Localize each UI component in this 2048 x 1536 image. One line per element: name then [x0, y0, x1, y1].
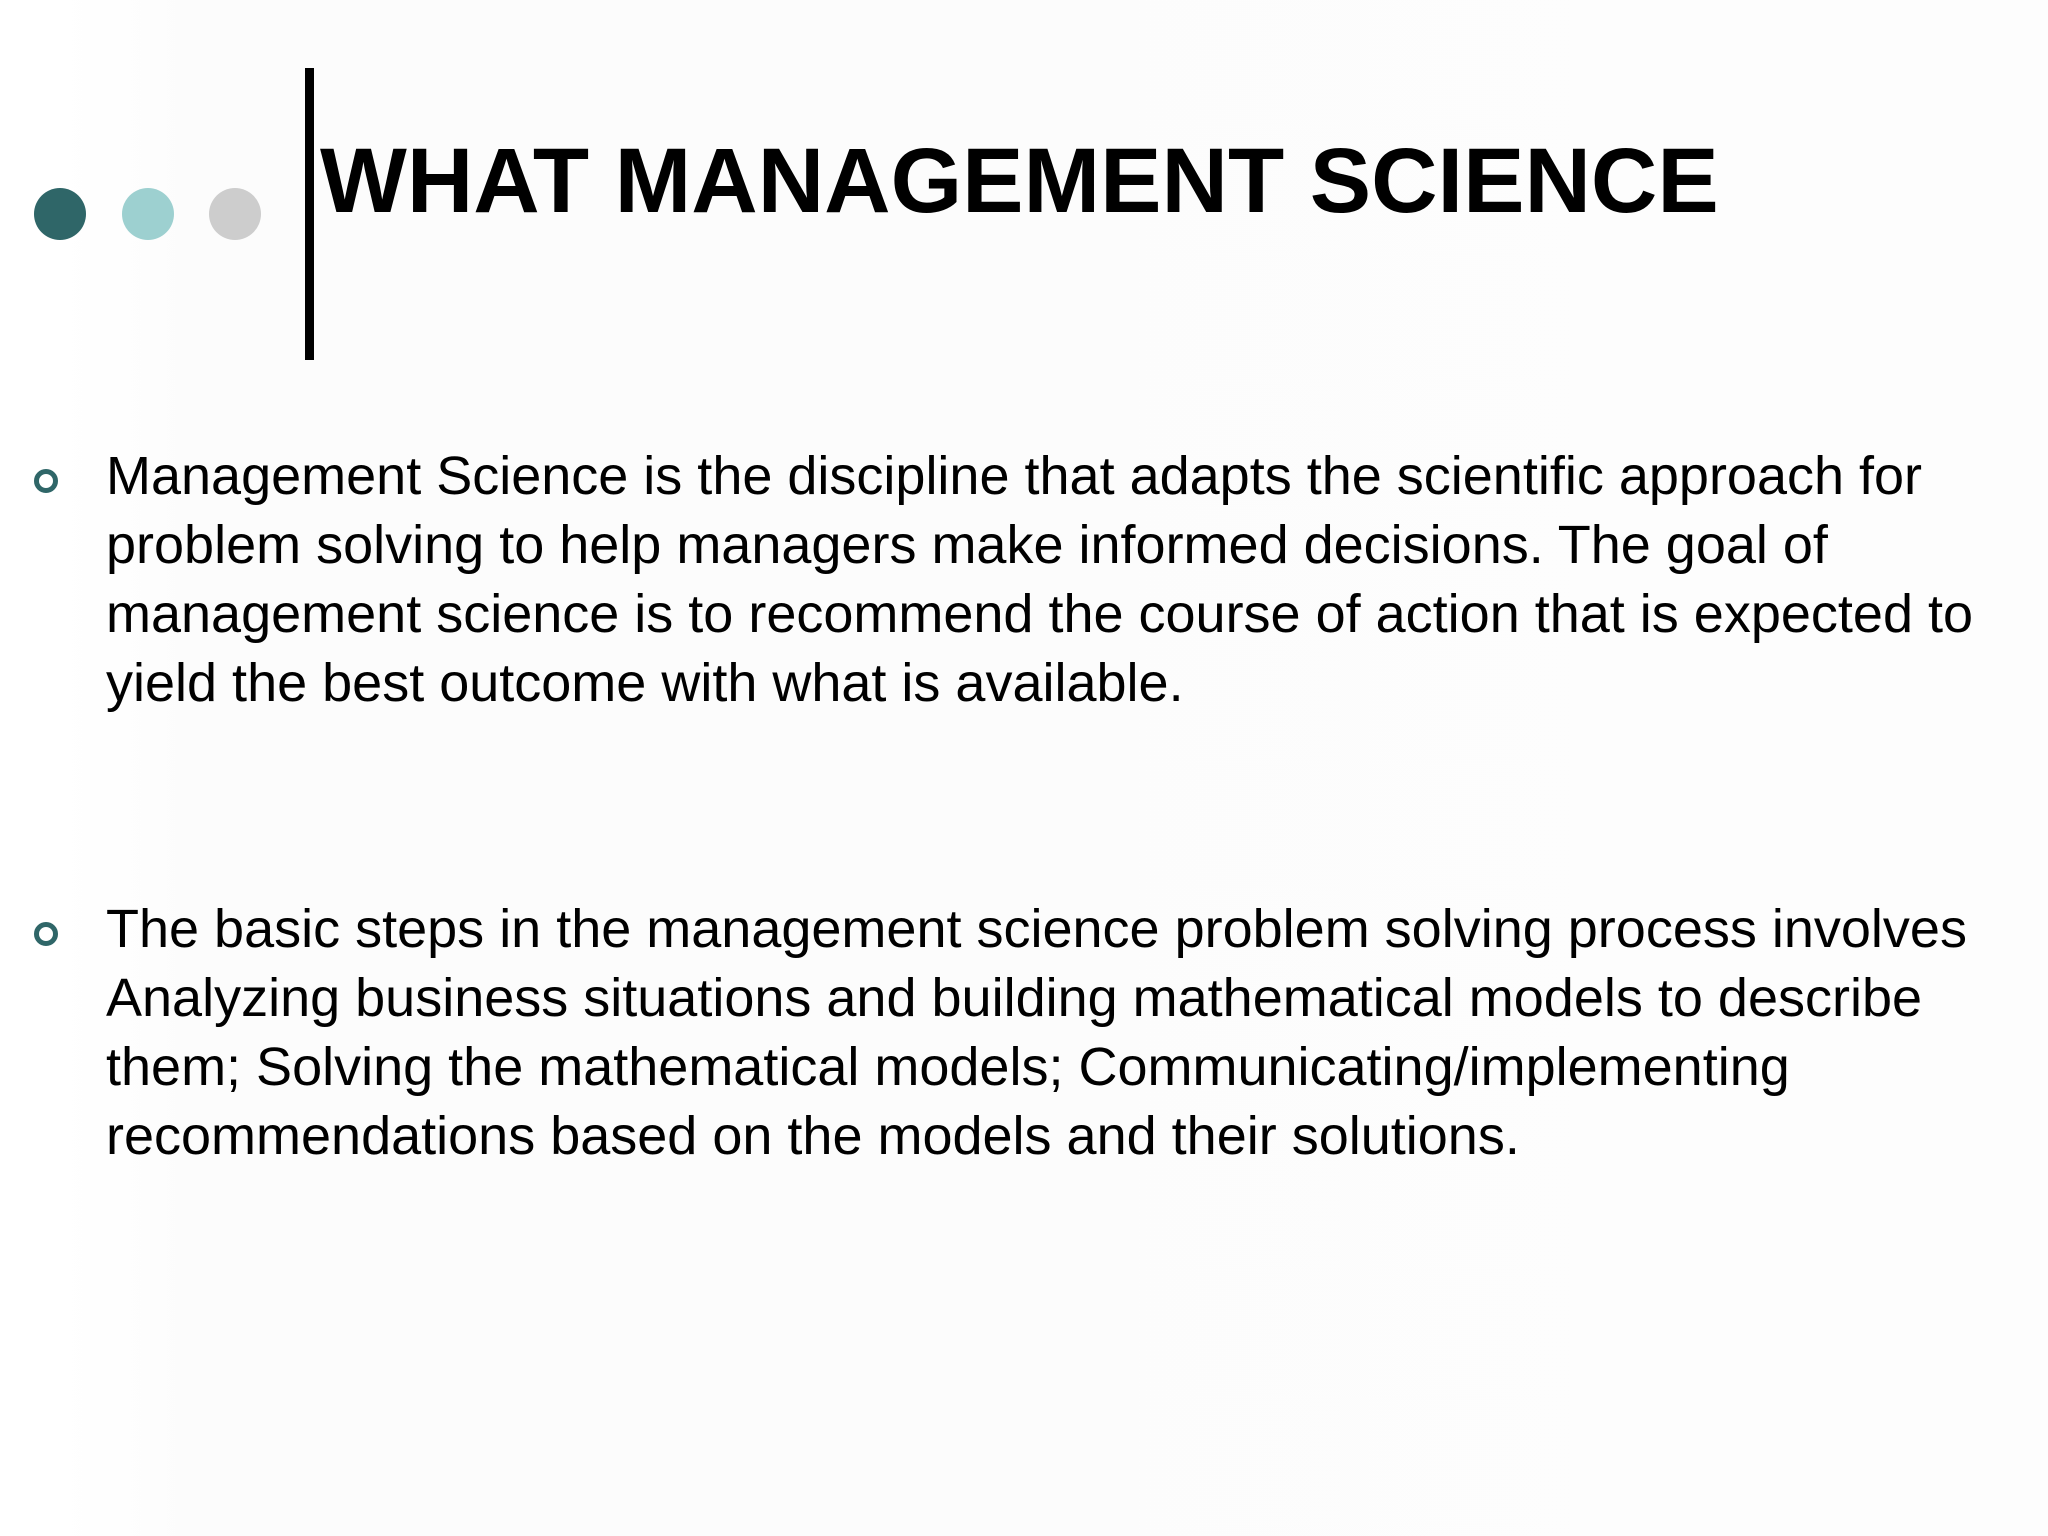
bullet-text: Management Science is the discipline that adapts the scientific approach for problem solving to help managers make informed decisions. The goal of management science is to recommend the course of action that is expected to yield the best outcome with what is available.	[106, 446, 1974, 713]
hollow-circle-bullet-icon	[34, 922, 58, 946]
slide-title: WHAT MANAGEMENT SCIENCE	[320, 130, 1719, 232]
hollow-circle-bullet-icon	[34, 469, 58, 493]
bullet-text: The basic steps in the management science problem solving process involves Analyzing business situations and building mathematical models to describe them; Solving the mathematical models; Communicating/implementing recommendations based on the models and their solutions.	[106, 899, 1967, 1166]
